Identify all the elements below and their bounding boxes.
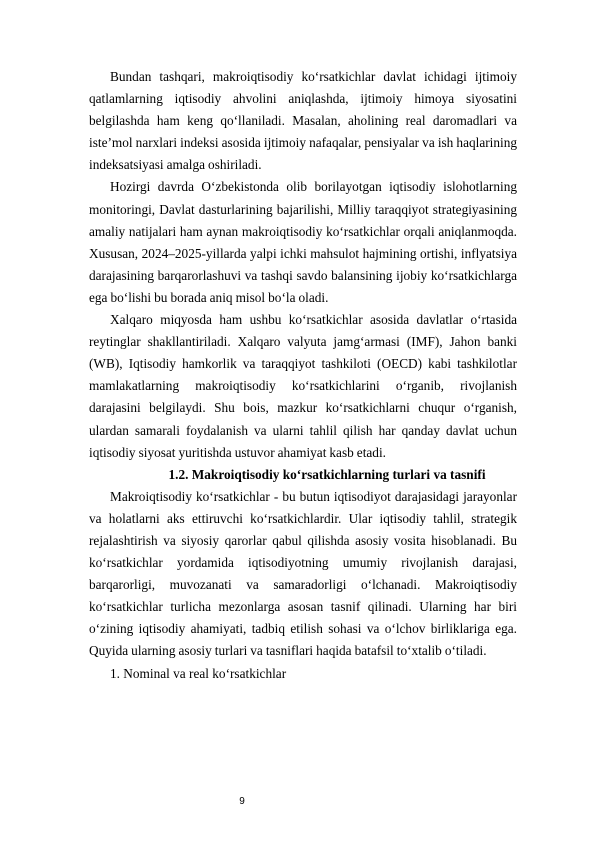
paragraph-uzbekistan-reforms: Hozirgi davrda O‘zbekistonda olib borilayotgan iqtisodiy islohotlarning monitoringi, Davlat dasturlarining bajarilishi, Milliy taraqqiyot strategiyasining amaliy natijalari ham aynan makroiqtisodiy ko‘rsatkichlar orqali aniqlanmoqda. Xususan, 2024–2025-yillarda yalpi ichki mahsulot hajmining ortishi, inflyatsiya darajasining barqarorlashuvi va tashqi savdo balansining ijobiy ko‘rsatkichlarga ega bo‘lishi bu borada aniq misol bo‘la oladi.	[89, 179, 517, 305]
section-heading: 1.2. Makroiqtisodiy ko‘rsatkichlarning turlari va tasnifi	[168, 466, 486, 482]
paragraph-social-indicators: Bundan tashqari, makroiqtisodiy ko‘rsatkichlar davlat ichidagi ijtimoiy qatlamlarning iqtisodiy ahvolini aniqlashda, ijtimoiy himoya siyosatini belgilashda ham keng qo‘llaniladi. Masalan, aholining real daromadlari va iste’mol narxlari indeksi asosida ijtimoiy nafaqalar, pensiyalar va ish haqlarining indeksatsiyasi amalga oshiriladi.	[89, 69, 517, 173]
paragraph-international-ratings: Xalqaro miqyosda ham ushbu ko‘rsatkichlar asosida davlatlar o‘rtasida reytinglar shakllantiriladi. Xalqaro valyuta jamg‘armasi (IMF), Jahon banki (WB), Iqtisodiy hamkorlik va taraqqiyot tashkiloti (OECD) kabi tashkilotlar mamlakatlarning makroiqtisodiy ko‘rsatkichlarini o‘rganib, rivojlanish darajasini belgilaydi. Shu bois, mazkur ko‘rsatkichlarni chuqur o‘rganish, ulardan samarali foydalanish va ularni tahlil qilish har qanday davlat uchun iqtisodiy siyosat yuritishda ustuvor ahamiyat kasb etadi.	[89, 312, 517, 460]
document-page	[89, 66, 517, 685]
page-number: 9	[239, 796, 245, 807]
list-item-nominal-real: 1. Nominal va real ko‘rsatkichlar	[110, 665, 287, 681]
paragraph-section-intro: Makroiqtisodiy ko‘rsatkichlar - bu butun iqtisodiyot darajasidagi jarayonlar va holatlarni aks ettiruvchi ko‘rsatkichlardir. Ular iqtisodiy tahlil, strategik rejalashtirish va siyosiy qarorlar qabul qilishda asosiy vosita hisoblanadi. Bu ko‘rsatkichlar yordamida iqtisodiyotning umumiy rivojlanish darajasi, barqarorligi, muvozanati va samaradorligi o‘lchanadi. Makroiqtisodiy ko‘rsatkichlar turlicha mezonlarga asosan tasnif qilinadi. Ularning har biri o‘zining iqtisodiy ahamiyati, tadbiq etilish sohasi va o‘lchov birliklariga ega. Quyida ularning asosiy turlari va tasniflari haqida batafsil to‘xtalib o‘tiladi.	[89, 488, 517, 659]
